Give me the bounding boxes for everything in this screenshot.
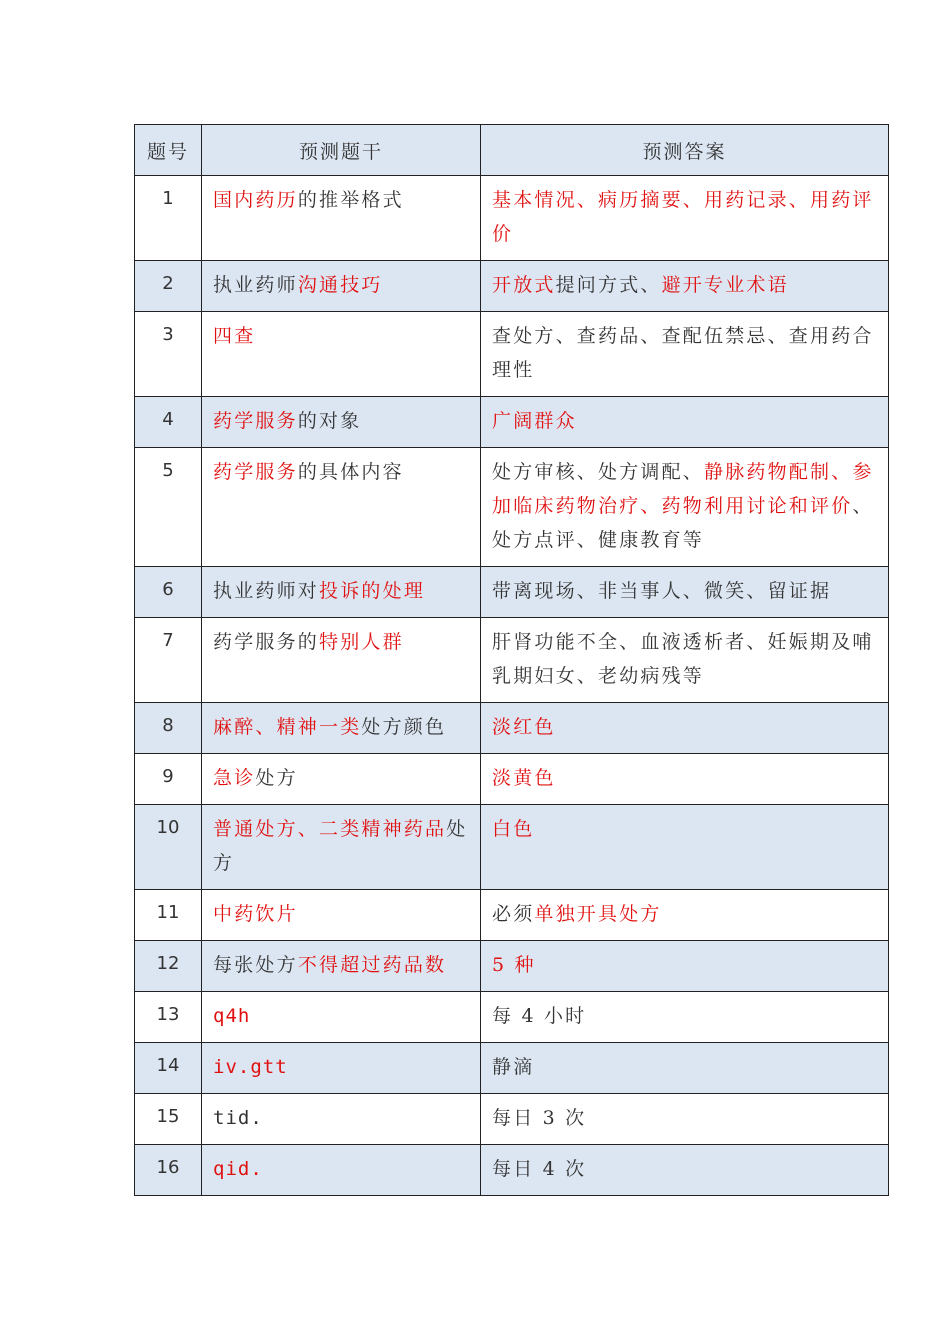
plain-text: 的具体内容 [297, 461, 404, 483]
table-row [135, 805, 889, 890]
plain-text: 带离现场、非当事人、微笑、留证据 [492, 580, 832, 602]
answer-cell [481, 754, 889, 805]
question-cell [202, 992, 481, 1043]
highlighted-text: 药学服务 [213, 410, 298, 432]
question-cell [202, 1043, 481, 1094]
table-row [135, 1043, 889, 1094]
plain-text: tid. [213, 1107, 263, 1129]
plain-text: 必须 [492, 903, 535, 925]
answer-cell [481, 448, 889, 567]
highlighted-text: 特别人群 [319, 631, 404, 653]
question-cell [202, 754, 481, 805]
answer-cell [481, 261, 889, 312]
question-cell [202, 890, 481, 941]
row-number: 7 [135, 618, 202, 703]
highlighted-text: 白色 [492, 818, 535, 840]
question-cell [202, 176, 481, 261]
answer-cell [481, 941, 889, 992]
row-number: 8 [135, 703, 202, 754]
row-number: 3 [135, 312, 202, 397]
question-cell [202, 703, 481, 754]
plain-text: 的对象 [297, 410, 362, 432]
plain-text: 查处方、查药品、查配伍禁忌、查用药合理性 [492, 325, 874, 381]
header-number: 题号 [135, 125, 202, 176]
question-cell [202, 1094, 481, 1145]
row-number: 16 [135, 1145, 202, 1196]
plain-text: 每张处方 [213, 954, 298, 976]
row-number: 1 [135, 176, 202, 261]
plain-text: 肝肾功能不全、血液透析者、妊娠期及哺乳期妇女、老幼病残等 [492, 631, 874, 687]
table-row [135, 992, 889, 1043]
answer-cell [481, 312, 889, 397]
answer-cell [481, 618, 889, 703]
header-row [135, 125, 889, 176]
row-number: 11 [135, 890, 202, 941]
answer-cell [481, 176, 889, 261]
highlighted-text: 不得超过药品数 [297, 954, 447, 976]
answer-cell [481, 805, 889, 890]
highlighted-text: 淡黄色 [492, 767, 556, 789]
highlighted-text: 静脉药物配制、参加临床药物治疗、药物利用讨论和评价 [492, 461, 874, 517]
row-number: 9 [135, 754, 202, 805]
question-cell [202, 567, 481, 618]
highlighted-text: qid. [213, 1158, 263, 1180]
plain-text: 提问方式、 [555, 274, 662, 296]
highlighted-text: 中药饮片 [213, 903, 298, 925]
table-row [135, 754, 889, 805]
row-number: 15 [135, 1094, 202, 1145]
header-answer: 预测答案 [481, 125, 889, 176]
table-row [135, 703, 889, 754]
highlighted-text: 5 种 [492, 954, 536, 976]
question-cell [202, 941, 481, 992]
question-cell [202, 261, 481, 312]
highlighted-text: 国内药历 [213, 189, 298, 211]
answer-cell [481, 567, 889, 618]
table-row [135, 176, 889, 261]
table-row [135, 261, 889, 312]
highlighted-text: 药学服务 [213, 461, 298, 483]
row-number: 13 [135, 992, 202, 1043]
plain-text: 药学服务的 [213, 631, 320, 653]
highlighted-text: 避开专业术语 [661, 274, 789, 296]
highlighted-text: 急诊 [213, 767, 256, 789]
question-cell [202, 805, 481, 890]
highlighted-text: 广阔群众 [492, 410, 577, 432]
answer-cell [481, 1043, 889, 1094]
row-number: 12 [135, 941, 202, 992]
table-row [135, 1094, 889, 1145]
table-row [135, 890, 889, 941]
row-number: 2 [135, 261, 202, 312]
row-number: 5 [135, 448, 202, 567]
highlighted-text: 开放式 [492, 274, 556, 296]
plain-text: 的推举格式 [297, 189, 404, 211]
table-row [135, 618, 889, 703]
plain-text: 每日 3 次 [492, 1107, 587, 1129]
highlighted-text: 麻醉、精神一类 [213, 716, 362, 738]
question-cell [202, 618, 481, 703]
plain-text: 每 4 小时 [492, 1005, 587, 1027]
plain-text: 每日 4 次 [492, 1158, 587, 1180]
question-cell [202, 1145, 481, 1196]
plain-text: 执业药师 [213, 274, 298, 296]
answer-cell [481, 1145, 889, 1196]
question-cell [202, 448, 481, 567]
question-cell [202, 312, 481, 397]
table-row [135, 397, 889, 448]
highlighted-text: 普通处方、二类精神药品 [213, 818, 447, 840]
answer-cell [481, 890, 889, 941]
row-number: 6 [135, 567, 202, 618]
answer-cell [481, 1094, 889, 1145]
highlighted-text: 四查 [213, 325, 256, 347]
highlighted-text: 基本情况、病历摘要、用药记录、用药评价 [492, 189, 874, 245]
highlighted-text: q4h [213, 1005, 251, 1027]
plain-text: 、处方点评、健康教育等 [492, 495, 874, 551]
answer-cell [481, 397, 889, 448]
highlighted-text: 沟通技巧 [297, 274, 383, 296]
table-row [135, 448, 889, 567]
plain-text: 处方审核、处方调配、 [492, 461, 705, 483]
table-row [135, 1145, 889, 1196]
question-cell [202, 397, 481, 448]
plain-text: 静滴 [492, 1056, 535, 1078]
table-row [135, 567, 889, 618]
answer-cell [481, 992, 889, 1043]
plain-text: 处方 [255, 767, 298, 789]
row-number: 10 [135, 805, 202, 890]
row-number: 14 [135, 1043, 202, 1094]
header-question: 预测题干 [202, 125, 481, 176]
table-body [135, 176, 889, 1196]
plain-text: 处方颜色 [361, 716, 447, 738]
highlighted-text: 淡红色 [492, 716, 556, 738]
highlighted-text: iv.gtt [213, 1056, 288, 1078]
plain-text: 执业药师对 [213, 580, 320, 602]
answer-cell [481, 703, 889, 754]
highlighted-text: 投诉的处理 [319, 580, 426, 602]
plain-text: 处方 [213, 818, 468, 874]
highlighted-text: 单独开具处方 [534, 903, 662, 925]
table-row [135, 312, 889, 397]
row-number: 4 [135, 397, 202, 448]
table-row [135, 941, 889, 992]
qa-table [134, 124, 889, 1196]
